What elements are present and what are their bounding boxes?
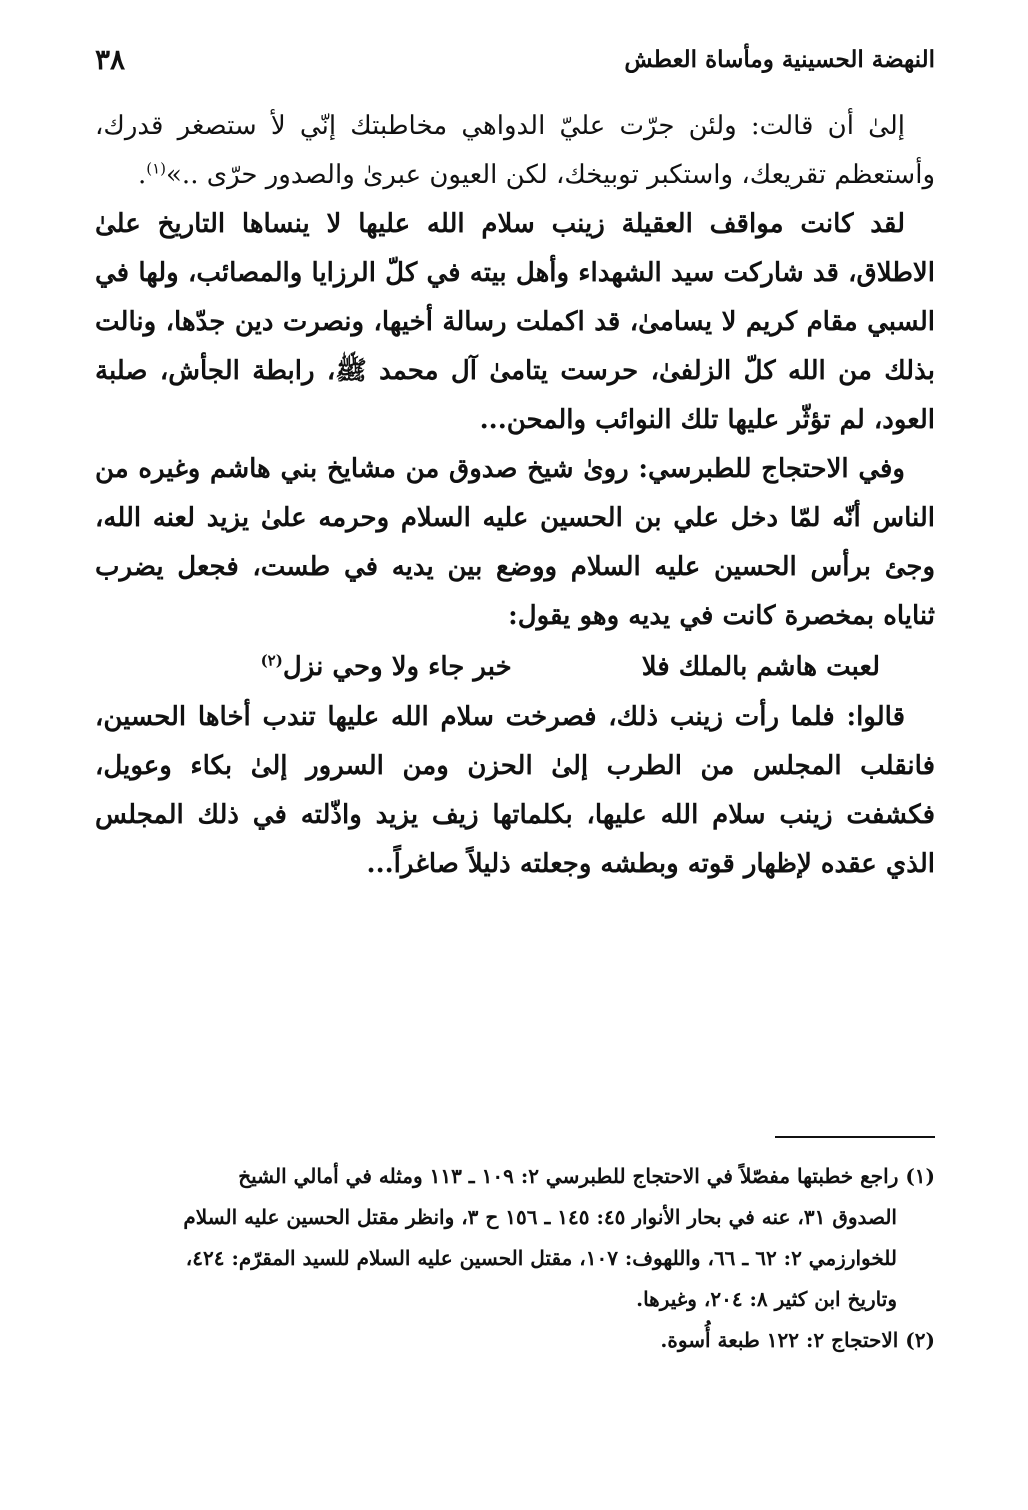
footnote-1-line-4: وتاريخ ابن كثير ٨: ٢٠٤، وغيرها. xyxy=(636,1287,897,1311)
footnote-ref-2: (٢) xyxy=(260,651,283,670)
footnote-1-line-2: الصدوق ٣١، عنه في بحار الأنوار ٤٥: ١٤٥ ـ ١٥٦ ح ٣، وانظر مقتل الحسين عليه السلام xyxy=(183,1205,897,1229)
footnote-2: (٢) الاحتجاج ٢: ١٢٢ طبعة أُسوة. xyxy=(660,1328,935,1352)
footnote-separator xyxy=(775,1136,935,1138)
footnote-1-line-1: (١) راجع خطبتها مفصّلاً في الاحتجاج للطبرسي ٢: ١٠٩ ـ ١١٣ ومثله في أمالي الشيخ xyxy=(238,1164,935,1188)
footnote-1-line-3: للخوارزمي ٢: ٦٢ ـ ٦٦، واللهوف: ١٠٧، مقتل الحسين عليه السلام للسيد المقرّم: ٤٢٤، xyxy=(185,1246,897,1270)
running-title: النهضة الحسينية ومأساة العطش xyxy=(624,45,935,73)
footnotes xyxy=(95,1156,935,1361)
book-page xyxy=(95,36,935,1476)
paragraph-quote-text: إلىٰ أن قالت: ولئن جرّت عليّ الدواهي مخاطبتك إنّي لأ ستصغر قدرك، وأستعظم تقريعك، واستكبر توبيخك، لكن العيون عبرىٰ والصدور حرّى ..» xyxy=(95,111,935,190)
paragraph-majlis: قالوا: فلما رأت زينب ذلك، فصرخت سلام الله عليها تندب أخاها الحسين، فانقلب المجلس من الطرب إلىٰ الحزن ومن السرور إلىٰ بكاء وعويل، فكشفت زينب سلام الله عليها، بكلماتها زيف يزيد واذّلته في ذلك المجلس الذي عقده لإظهار قوته وبطشه وجعلته ذليلاً صاغراً... xyxy=(95,702,935,879)
main-text xyxy=(95,102,935,889)
paragraph-quote: إلىٰ أن قالت: ولئن جرّت عليّ الدواهي مخاطبتك إنّي لأ ستصغر قدرك، وأستعظم تقريعك، واستكبر توبيخك، لكن العيون عبرىٰ والصدور حرّى ..»$^{(١)}$. xyxy=(95,111,935,190)
page-number: ٣٨ xyxy=(95,42,126,76)
verse-second-hemistich: خبر جاء ولا وحي نزل$^{(٢)}$ xyxy=(260,651,512,682)
paragraph-ihtijaj: وفي الاحتجاج للطبرسي: روىٰ شيخ صدوق من مشايخ بني هاشم وغيره من الناس أنّه لمّا دخل علي بن الحسين عليه السلام وحرمه علىٰ يزيد لعنه الله، وجئ برأس الحسين عليه السلام ووضع بين يديه في طست، فجعل يضرب ثناياه بمخصرة كانت في يديه وهو يقول: xyxy=(95,454,935,631)
verse-first-hemistich: لعبت هاشم بالملك فلا xyxy=(641,652,880,682)
paragraph-zaynab: لقد كانت مواقف العقيلة زينب سلام الله عليها لا ينساها التاريخ علىٰ الاطلاق، قد شاركت سيد الشهداء وأهل بيته في كلّ الرزايا والمصائب، ولها في السبي مقام كريم لا يسامىٰ، قد اكملت رسالة أخيها، ونصرت دين جدّها، ونالت بذلك من الله كلّ الزلفىٰ، حرست يتامىٰ آل محمد ﷺ، رابطة الجأش، صلبة العود، لم تؤثّر عليها تلك النوائب والمحن... xyxy=(95,209,935,435)
footnote-ref-1: (١) xyxy=(146,159,167,178)
poetry-verse xyxy=(95,641,935,693)
page-header xyxy=(95,36,935,82)
